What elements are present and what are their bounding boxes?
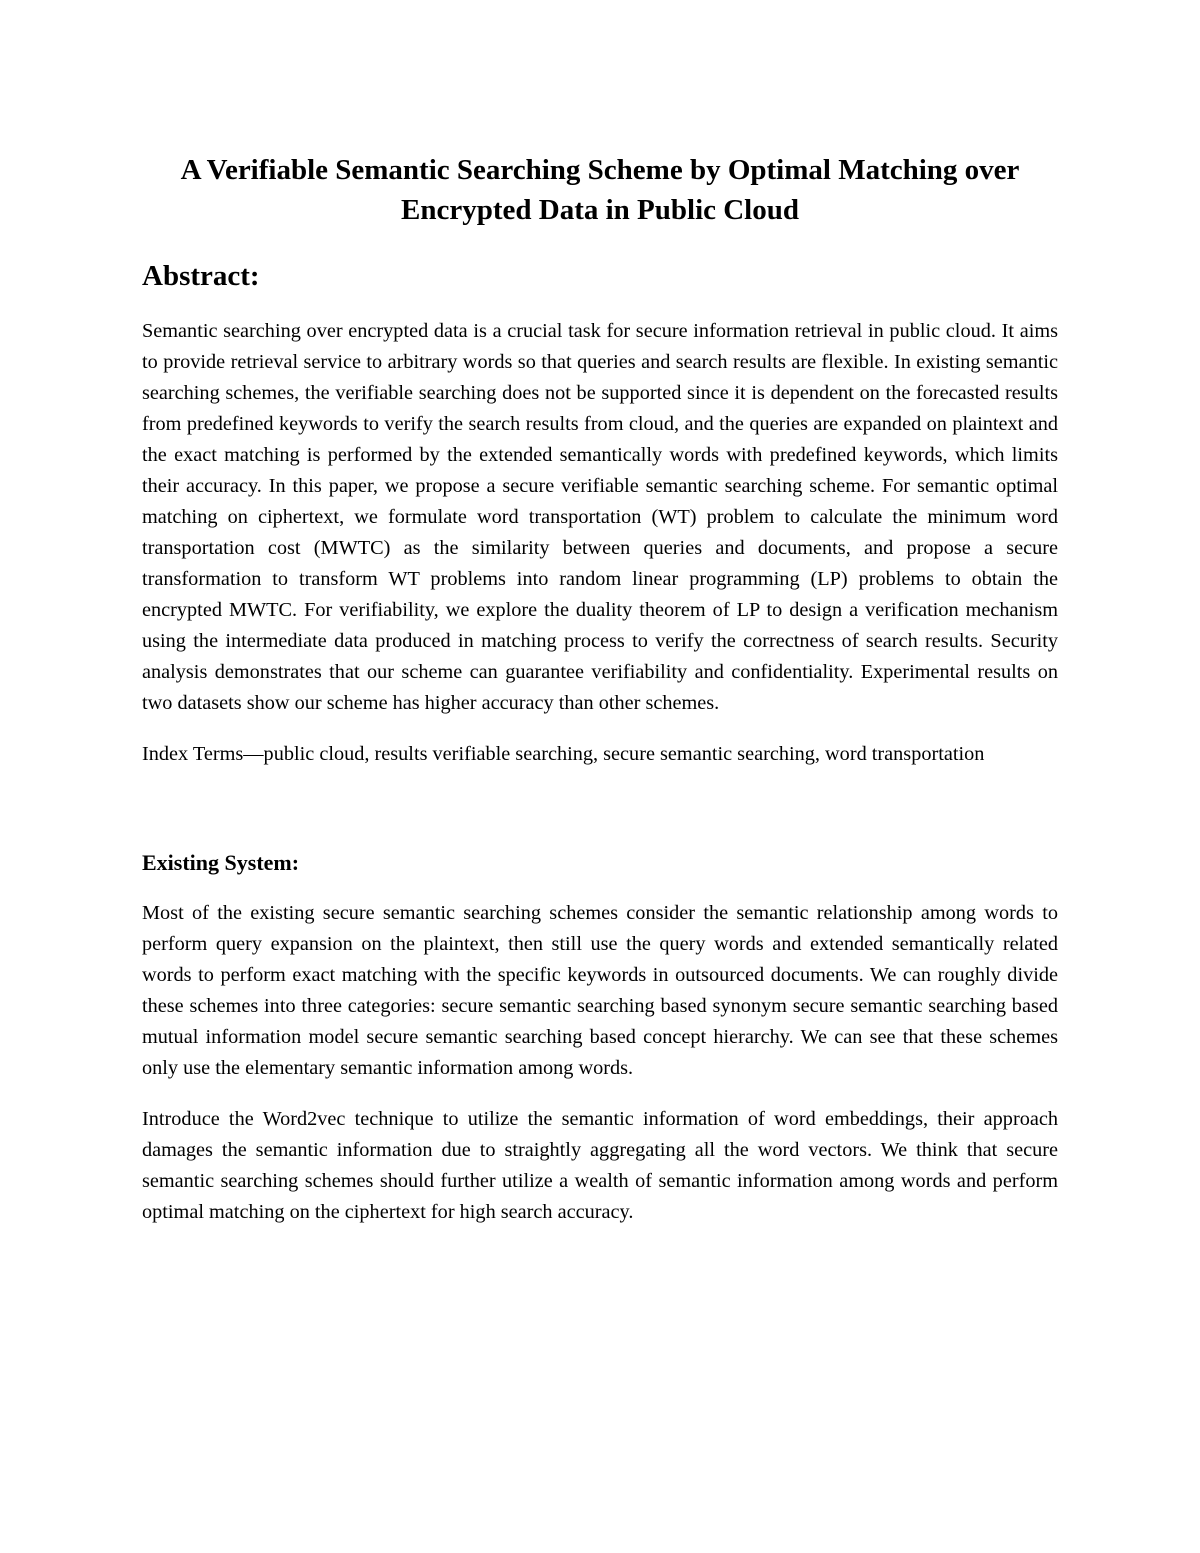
- abstract-heading: Abstract:: [142, 260, 260, 292]
- abstract-paragraph: Semantic searching over encrypted data is a crucial task for secure information retrieval in public cloud. It aims to provide retrieval service to arbitrary words so that queries and search results are flexible. In existing semantic searching schemes, the verifiable searching does not be supported since it is dependent on the forecasted results from predefined keywords to verify the search results from cloud, and the queries are expanded on plaintext and the exact matching is performed by the extended semantically words with predefined keywords, which limits their accuracy. In this paper, we propose a secure verifiable semantic searching scheme. For semantic optimal matching on ciphertext, we formulate word transportation (WT) problem to calculate the minimum word transportation cost (MWTC) as the similarity between queries and documents, and propose a secure transformation to transform WT problems into random linear programming (LP) problems to obtain the encrypted MWTC. For verifiability, we explore the duality theorem of LP to design a verification mechanism using the intermediate data produced in matching process to verify the correctness of search results. Security analysis demonstrates that our scheme can guarantee verifiability and confidentiality. Experimental results on two datasets show our scheme has higher accuracy than other schemes.: [142, 320, 1058, 714]
- document-page: [142, 150, 1058, 1228]
- document-title: A Verifiable Semantic Searching Scheme by Optimal Matching over Encrypted Data in Public Cloud: [180, 154, 1020, 226]
- index-terms: Index Terms—public cloud, results verifiable searching, secure semantic searching, word transportation: [142, 743, 985, 765]
- existing-system-paragraph-2: Introduce the Word2vec technique to utilize the semantic information of word embeddings, their approach damages the semantic information due to straightly aggregating all the word vectors. We think that secure semantic searching schemes should further utilize a wealth of semantic information among words and perform optimal matching on the ciphertext for high search accuracy.: [142, 1108, 1058, 1223]
- existing-system-paragraph-1: Most of the existing secure semantic searching schemes consider the semantic relationship among words to perform query expansion on the plaintext, then still use the query words and extended semantically related words to perform exact matching with the specific keywords in outsourced documents. We can roughly divide these schemes into three categories: secure semantic searching based synonym secure semantic searching based mutual information model secure semantic searching based concept hierarchy. We can see that these schemes only use the elementary semantic information among words.: [142, 902, 1058, 1079]
- existing-system-heading: Existing System:: [142, 850, 300, 875]
